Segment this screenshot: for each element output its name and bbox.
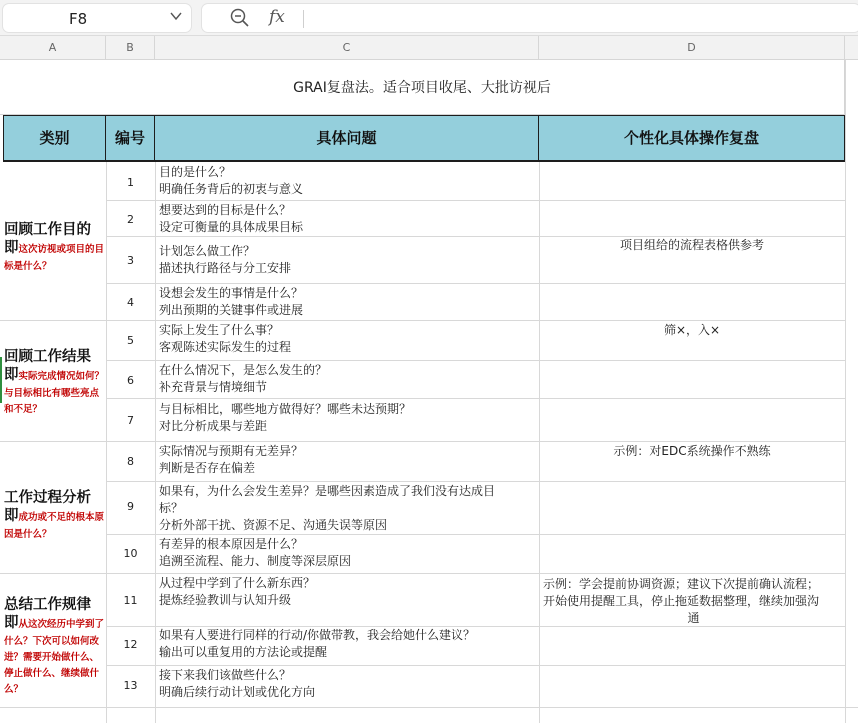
- row-number[interactable]: 8: [127, 455, 134, 468]
- grid-line: [845, 60, 846, 723]
- question-cell[interactable]: [159, 483, 537, 534]
- review-note-goal[interactable]: 项目组给的流程表格供参考: [619, 238, 764, 252]
- question-detail: 输出可以重复用的方法论或提醒: [159, 645, 328, 659]
- question-text: 有差异的根本原因是什么？: [159, 537, 304, 551]
- question-detail: 分析外部干扰、资源不足、沟通失误等原因: [159, 518, 388, 532]
- question-cell[interactable]: [159, 536, 537, 570]
- review-note-line: 通: [687, 611, 700, 625]
- question-text: 如果有人要进行同样的行动/你做带教，我会给她什么建议？: [159, 628, 476, 642]
- column-header-c[interactable]: C: [155, 36, 539, 60]
- review-note-result[interactable]: 筛×，入×: [663, 323, 721, 337]
- category-result-title: 回顾工作结果: [4, 349, 91, 365]
- question-detail: 客观陈述实际发生的过程: [159, 340, 292, 354]
- question-cell[interactable]: [159, 243, 537, 277]
- row-line: [106, 534, 845, 535]
- question-detail: 明确任务背后的初衷与意义: [159, 182, 304, 196]
- name-box[interactable]: [2, 3, 192, 33]
- question-text: 接下来我们该做些什么？: [159, 668, 292, 682]
- row-number[interactable]: 11: [123, 594, 138, 607]
- category-goal-tail: 即: [4, 240, 19, 256]
- row-number[interactable]: 10: [123, 547, 138, 560]
- row-line: [106, 283, 845, 284]
- review-note-process[interactable]: 示例：对EDC系统操作不熟练: [613, 444, 771, 458]
- header-category[interactable]: 类别: [3, 115, 106, 162]
- question-text: 计划怎么做工作？: [159, 244, 256, 258]
- row-line: [0, 707, 858, 708]
- row-number[interactable]: 12: [123, 638, 138, 651]
- column-header-e[interactable]: [845, 36, 858, 60]
- category-process-tail: 即: [4, 508, 19, 524]
- question-cell[interactable]: [159, 401, 537, 435]
- row-number[interactable]: 1: [127, 176, 134, 189]
- review-note-line: 开始使用提醒工具，停止拖延数据整理，继续加强沟: [543, 594, 820, 608]
- question-text: 目的是什么？: [159, 165, 232, 179]
- question-cell[interactable]: [159, 627, 537, 661]
- cell-reference: F8: [69, 10, 88, 28]
- question-cell[interactable]: [159, 575, 537, 609]
- row-line: [106, 398, 845, 399]
- question-cell[interactable]: [159, 322, 537, 356]
- question-cell[interactable]: [159, 202, 537, 236]
- question-cell[interactable]: [159, 285, 537, 319]
- row-number[interactable]: 5: [127, 334, 134, 347]
- review-note-lesson[interactable]: [540, 576, 844, 627]
- question-detail: 明确后续行动计划或优化方向: [159, 685, 316, 699]
- row-number[interactable]: 7: [127, 414, 134, 427]
- question-text: 设想会发生的事情是什么？: [159, 286, 304, 300]
- row-line: [0, 573, 845, 574]
- category-lesson-note: 从这次经历中学到了什么？下次可以如何改进？需要开始做什么、停止做什么、继续做什么？: [4, 619, 105, 695]
- question-text: 实际上发生了什么事？: [159, 323, 280, 337]
- question-cell[interactable]: [159, 667, 537, 701]
- question-detail: 设定可衡量的具体成果目标: [159, 220, 304, 234]
- category-goal-title: 回顾工作目的: [4, 222, 91, 238]
- formula-divider: [303, 10, 304, 28]
- category-lesson-title: 总结工作规律: [4, 597, 91, 613]
- question-detail: 追溯至流程、能力、制度等深层原因: [159, 554, 352, 568]
- question-text: 想要达到的目标是什么？: [159, 203, 292, 217]
- category-lesson-tail: 即: [4, 615, 19, 631]
- category-result-note: 实际完成情况如何？与目标相比有哪些亮点和不足？: [4, 371, 105, 415]
- category-lesson[interactable]: [4, 594, 104, 696]
- question-text: 从过程中学到了什么新东西？: [159, 576, 316, 590]
- category-process-title: 工作过程分析: [4, 490, 91, 506]
- function-icon[interactable]: fx: [269, 7, 285, 27]
- row-number[interactable]: 3: [127, 254, 134, 267]
- question-cell[interactable]: [159, 362, 537, 396]
- header-question[interactable]: 具体问题: [155, 115, 539, 162]
- header-review[interactable]: 个性化具体操作复盘: [539, 115, 845, 162]
- review-note-line: 示例：学会提前协调资源；建议下次提前确认流程；: [543, 577, 820, 591]
- category-goal[interactable]: [4, 219, 104, 273]
- question-detail: 提炼经验教训与认知升级: [159, 593, 292, 607]
- row-selection-marker: [0, 357, 2, 403]
- question-text: 实际情况与预期有无差异？: [159, 444, 304, 458]
- chevron-down-icon[interactable]: [169, 9, 183, 27]
- row-number[interactable]: 6: [127, 374, 134, 387]
- category-process[interactable]: [4, 487, 104, 541]
- question-cell[interactable]: [159, 443, 537, 477]
- column-header-d[interactable]: D: [539, 36, 845, 60]
- question-text: 与目标相比，哪些地方做得好？哪些未达预期？: [159, 402, 412, 416]
- header-number[interactable]: 编号: [106, 115, 155, 162]
- question-detail: 补充背景与情境细节: [159, 380, 268, 394]
- formula-input[interactable]: [201, 3, 858, 33]
- category-process-note: 成功或不足的根本原因是什么？: [4, 512, 105, 540]
- column-header-b[interactable]: B: [106, 36, 155, 60]
- row-line: [106, 665, 845, 666]
- grid-line: [155, 162, 156, 723]
- row-number[interactable]: 13: [123, 679, 138, 692]
- question-detail: 列出预期的关键事件或进展: [159, 303, 304, 317]
- row-line: [106, 360, 845, 361]
- row-line: [0, 320, 845, 321]
- question-text: 在什么情况下，是怎么发生的？: [159, 363, 328, 377]
- column-header-a[interactable]: A: [0, 36, 106, 60]
- question-text: 如果有，为什么会发生差异？是哪些因素造成了我们没有达成目: [159, 484, 496, 498]
- row-number[interactable]: 9: [127, 500, 134, 513]
- row-number[interactable]: 2: [127, 213, 134, 226]
- question-detail: 对比分析成果与差距: [159, 419, 268, 433]
- category-goal-note: 这次访视或项目的目标是什么？: [4, 244, 105, 272]
- question-detail: 判断是否存在偏差: [159, 461, 256, 475]
- row-line: [106, 200, 845, 201]
- question-cell[interactable]: [159, 164, 537, 198]
- row-number[interactable]: 4: [127, 296, 134, 309]
- question-text-continued: 标？: [159, 501, 184, 515]
- sheet-title[interactable]: GRAI复盘法。适合项目收尾、大批访视后: [0, 60, 845, 115]
- zoom-icon[interactable]: [229, 7, 251, 29]
- row-line: [106, 481, 845, 482]
- question-detail: 描述执行路径与分工安排: [159, 261, 292, 275]
- category-result-tail: 即: [4, 367, 19, 383]
- row-line: [0, 441, 845, 442]
- formula-bar: [0, 0, 858, 36]
- category-result[interactable]: [4, 346, 104, 416]
